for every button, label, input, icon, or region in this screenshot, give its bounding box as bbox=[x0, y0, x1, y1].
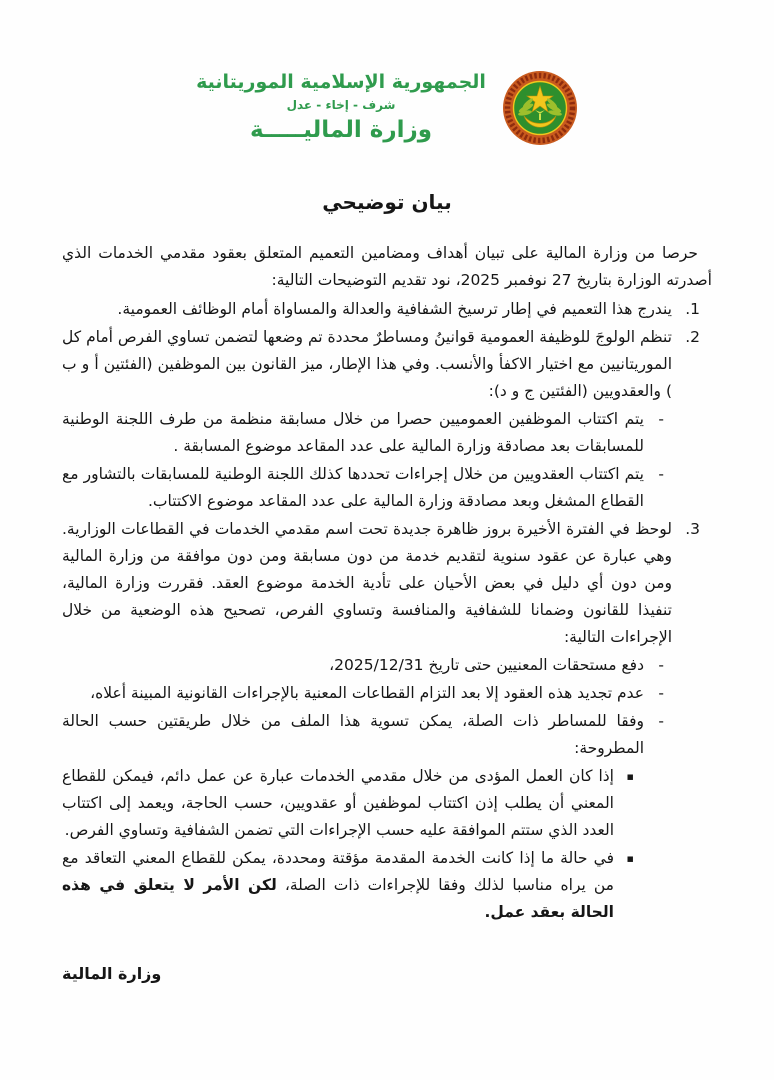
national-motto: شرف - إخاء - عدل bbox=[286, 98, 396, 112]
letterhead-text bbox=[196, 71, 486, 145]
intro-paragraph: حرصا من وزارة المالية على تبيان أهداف ومضامين التعميم المتعلق بعقود مقدمي الخدمات الذي أصدرته الوزارة بتاريخ 27 نوفمبر 2025، نود تقديم التوضيحات التالية: bbox=[62, 244, 712, 289]
dash-marker: - bbox=[658, 712, 664, 730]
dash-item-text: عدم تجديد هذه العقود إلا بعد التزام القطاعات المعنية بالإجراءات القانونية المبينة أعلاه، bbox=[90, 684, 644, 702]
dash-marker: - bbox=[658, 684, 664, 702]
square-item-bold-text: لكن الأمر لا يتعلق في هذه الحالة بعقد عمل. bbox=[62, 876, 614, 921]
dash-item-two-methods bbox=[62, 708, 712, 762]
numbered-item-3 bbox=[62, 516, 712, 651]
dash-marker: - bbox=[658, 465, 664, 483]
document-body bbox=[62, 240, 712, 926]
dash-item-contract-workers bbox=[62, 461, 712, 515]
square-item-text bbox=[62, 763, 614, 844]
dash-marker: - bbox=[658, 656, 664, 674]
mauritania-seal-icon bbox=[502, 70, 578, 146]
dash-item-text: دفع مستحقات المعنيين حتى تاريخ 2025/12/31، bbox=[329, 656, 644, 674]
square-item-regular-text: في حالة ما إذا كانت الخدمة المقدمة مؤقتة ومحددة، يمكن للقطاع المعني التعاقد مع من يراه مناسبا لذلك وفقا للإجراءات ذات الصلة، bbox=[62, 849, 614, 894]
dash-item-no-renewal bbox=[62, 680, 712, 707]
letterhead bbox=[62, 70, 712, 146]
square-item-temporary-service bbox=[62, 845, 712, 926]
dash-marker: - bbox=[658, 410, 664, 428]
dash-item-text: وفقا للمساطر ذات الصلة، يمكن تسوية هذا الملف من خلال طريقتين حسب الحالة المطروحة: bbox=[62, 712, 644, 757]
list-number: 2. bbox=[685, 328, 700, 346]
numbered-item-text: تنظم الولوجَ للوظيفة العمومية قوانينُ ومساطرٌ محددة تم وضعها لتضمن تساوي الفرص أمام كل الموريتانيين مع اختيار الاكفأ والأنسب. وفي هذا الإطار، ميز القانون بين الموظفين (الفئتين أ و ب ) والعقدويين (الفئتين ج و د): bbox=[62, 328, 672, 400]
list-number: 3. bbox=[685, 520, 700, 538]
square-item-text bbox=[62, 845, 614, 926]
document-title: بيان توضيحي bbox=[322, 190, 452, 214]
dash-item-text: يتم اكتتاب العقدويين من خلال إجراءات تحددها كذلك اللجنة الوطنية للمسابقات بالتشاور مع القطاع المشغل وبعد مصادقة وزارة المالية على عدد المقاعد موضوع الاكتتاب. bbox=[62, 465, 644, 510]
dash-item-text: يتم اكتتاب الموظفين العموميين حصرا من خلال مسابقة منظمة من طرف اللجنة الوطنية للمسابقات بعد مصادقة وزارة المالية على عدد المقاعد موضوع المسابقة . bbox=[62, 410, 644, 455]
list-number: 1. bbox=[685, 300, 700, 318]
numbered-item-1 bbox=[62, 296, 712, 323]
numbered-item-text: يندرج هذا التعميم في إطار ترسيخ الشفافية والعدالة والمساواة أمام الوظائف العمومية. bbox=[117, 300, 672, 318]
dash-item-civil-servants bbox=[62, 406, 712, 460]
ministry-name: وزارة الماليـــــة bbox=[249, 117, 433, 143]
square-bullet-marker: ▪ bbox=[626, 770, 634, 783]
numbered-item-text: لوحظ في الفترة الأخيرة بروز ظاهرة جديدة تحت اسم مقدمي الخدمات في القطاعات الوزارية. وهي عبارة عن عقود سنوية لتقديم خدمة من دون مسابقة ومن دون موافقة من وزارة المالية ومن دون أي دليل في بعض الأحيان على تأدية الخدمة موضوع العقد. فقررت وزارة المالية، تنفيذا للقانون وضمانا للشفافية والمنافسة وتساوي الفرص، تصحيح هذه الوضعية من خلال الإجراءات التالية: bbox=[62, 520, 672, 646]
numbered-item-2 bbox=[62, 324, 712, 405]
square-item-regular-text: إذا كان العمل المؤدى من خلال مقدمي الخدمات عبارة عن عمل دائم، فيمكن للقطاع المعني أن يطلب إذن اكتتاب لموظفين أو عقدويين، حسب الحاجة، ويعمد إلى اكتتاب العدد الذي ستتم الموافقة عليه حسب الإجراءات التي تضمن الشفافية وتساوي الفرص. bbox=[62, 767, 614, 839]
republic-name: الجمهورية الإسلامية الموريتانية bbox=[196, 71, 486, 94]
square-bullet-marker: ▪ bbox=[626, 852, 634, 865]
dash-item-pay-dues bbox=[62, 652, 712, 679]
square-item-permanent-work bbox=[62, 763, 712, 844]
signature-ministry: وزارة المالية bbox=[62, 964, 162, 983]
